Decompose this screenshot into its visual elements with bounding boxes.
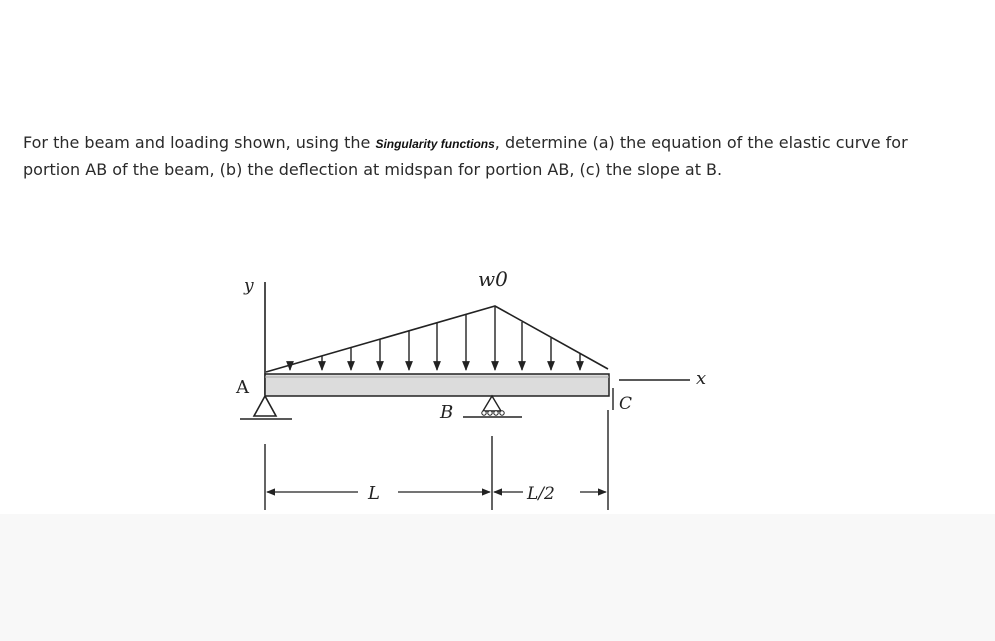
point-b-label: B	[440, 402, 454, 423]
roller	[482, 411, 486, 415]
span-ab-label: L	[368, 483, 380, 504]
problem-emphasis: Singularity functions	[375, 137, 495, 151]
problem-text-end: , determine (a) the equation of the elastic curve for portion AB of the beam, (b) the deflection at midspan for portion AB, (c) the slope at B.	[23, 133, 908, 179]
roller-support-b	[483, 396, 501, 411]
point-a-label: A	[236, 377, 249, 398]
span-bc-label: L/2	[527, 484, 555, 504]
load-label: w0	[478, 267, 508, 291]
roller	[488, 411, 492, 415]
y-axis-label: y	[244, 276, 254, 296]
roller	[494, 411, 498, 415]
point-c-label: C	[619, 394, 633, 414]
roller	[500, 411, 504, 415]
load-arrows	[290, 307, 580, 370]
x-axis-label: x	[696, 368, 707, 389]
problem-text-start: For the beam and loading shown, using the	[23, 133, 376, 152]
pin-support-a	[254, 396, 276, 416]
